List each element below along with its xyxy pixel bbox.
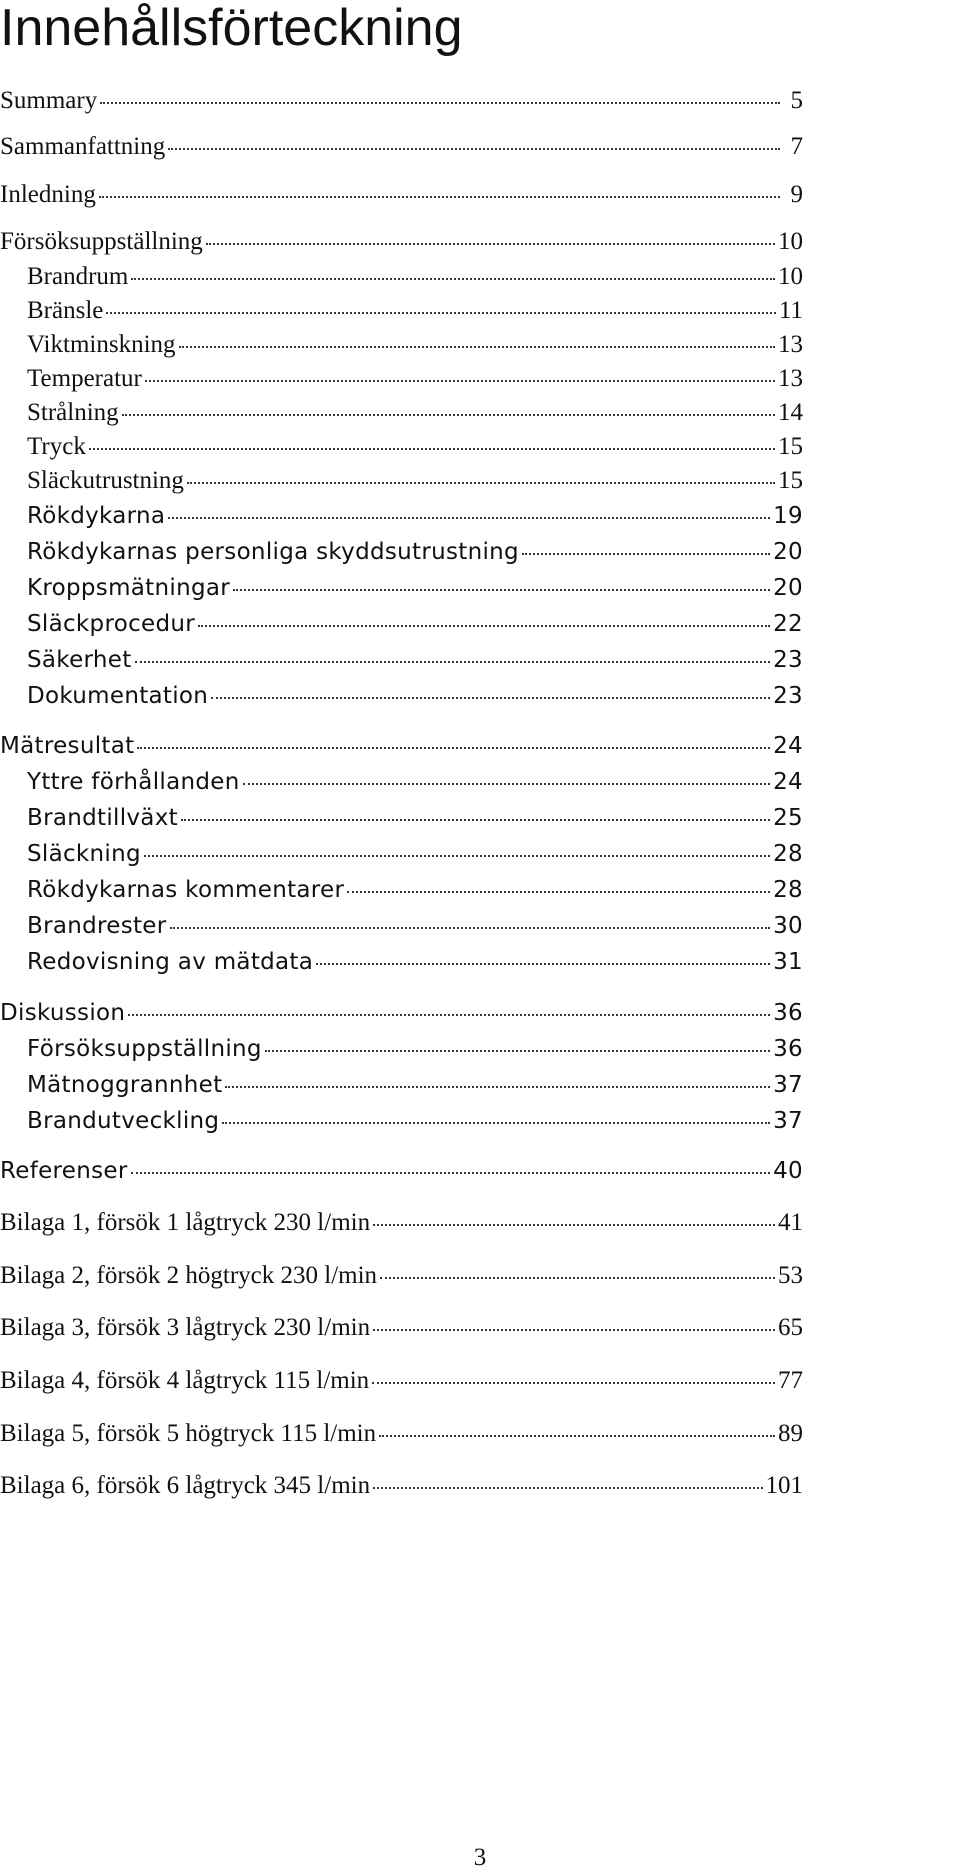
dot-leader	[179, 345, 775, 348]
toc-entry-label: Bilaga 6, försök 6 lågtryck 345 l/min	[0, 1472, 371, 1499]
dot-leader	[144, 854, 770, 857]
toc-entry-label: Bilaga 5, försök 5 högtryck 115 l/min	[0, 1420, 377, 1447]
dot-leader	[168, 147, 780, 150]
toc-entry[interactable]	[0, 729, 803, 763]
toc-entry-label: Bilaga 1, försök 1 lågtryck 230 l/min	[0, 1209, 371, 1236]
toc-entry[interactable]	[27, 396, 803, 430]
toc-entry-label: Kroppsmätningar	[27, 575, 230, 601]
dot-leader	[233, 588, 770, 591]
toc-entry-page: 40	[773, 1158, 803, 1184]
toc-entry-label: Brandrum	[27, 263, 129, 290]
toc-entry-page: 101	[765, 1472, 803, 1499]
toc-entry-page: 5	[790, 87, 803, 114]
toc-entry-label: Strålning	[27, 399, 119, 426]
toc-entry-label: Rökdykarnas personliga skyddsutrustning	[27, 539, 519, 565]
toc-entry-page: 28	[773, 841, 803, 867]
toc-entry[interactable]	[0, 1364, 803, 1398]
dot-leader	[99, 195, 780, 198]
dot-leader	[206, 242, 775, 245]
toc-entry[interactable]	[27, 464, 803, 498]
toc-entry-page: 53	[778, 1262, 803, 1289]
toc-entry[interactable]	[27, 643, 803, 677]
dot-leader	[89, 447, 775, 450]
dot-leader	[265, 1049, 770, 1052]
toc-entry-page: 28	[773, 877, 803, 903]
dot-leader	[379, 1434, 775, 1437]
toc-entry-page: 36	[773, 1000, 803, 1026]
dot-leader	[145, 379, 775, 382]
toc-entry-page: 11	[778, 297, 803, 324]
dot-leader	[187, 481, 775, 484]
toc-entry-page: 19	[773, 503, 803, 529]
dot-leader	[522, 552, 770, 555]
toc-entry-page: 23	[773, 647, 803, 673]
toc-entry[interactable]	[0, 225, 803, 259]
dot-leader	[181, 818, 770, 821]
dot-leader	[373, 1223, 775, 1226]
toc-entry-label: Släckprocedur	[27, 611, 195, 637]
toc-entry[interactable]	[27, 362, 803, 396]
toc-entry-page: 41	[778, 1209, 803, 1236]
toc-entry-label: Inledning	[0, 181, 96, 208]
dot-leader	[211, 696, 770, 699]
dot-leader	[225, 1085, 770, 1088]
toc-entry[interactable]	[27, 607, 803, 641]
toc-entry-label: Bilaga 3, försök 3 lågtryck 230 l/min	[0, 1314, 371, 1341]
toc-entry[interactable]	[27, 765, 803, 799]
dot-leader	[243, 782, 771, 785]
toc-entry-label: Mätnoggrannhet	[27, 1072, 223, 1098]
toc-entry-label: Rökdykarnas kommentarer	[27, 877, 345, 903]
page-number: 3	[473, 1844, 487, 1871]
toc-entry-page: 65	[778, 1314, 803, 1341]
toc-entry-label: Dokumentation	[27, 683, 209, 709]
toc-entry-label: Brandrester	[27, 913, 167, 939]
toc-entry[interactable]	[0, 178, 803, 212]
toc-entry-label: Säkerhet	[27, 647, 132, 673]
dot-leader	[100, 101, 780, 104]
toc-entry-page: 36	[773, 1036, 803, 1062]
toc-entry-page: 25	[773, 805, 803, 831]
toc-entry[interactable]	[27, 571, 803, 605]
toc-entry[interactable]	[0, 1311, 803, 1345]
dot-leader	[380, 1276, 775, 1279]
toc-entry-label: Släckning	[27, 841, 141, 867]
toc-entry[interactable]	[27, 1032, 803, 1066]
toc-entry-label: Redovisning av mätdata	[27, 949, 314, 975]
toc-entry-page: 20	[773, 539, 803, 565]
toc-entry[interactable]	[0, 1469, 803, 1503]
toc-entry-page: 15	[778, 433, 803, 460]
toc-entry-label: Summary	[0, 87, 98, 114]
dot-leader	[347, 890, 770, 893]
toc-entry-page: 13	[778, 365, 803, 392]
dot-leader	[222, 1121, 770, 1124]
toc-entry-page: 37	[773, 1072, 803, 1098]
dot-leader	[373, 1328, 775, 1331]
toc-entry-page: 14	[778, 399, 803, 426]
toc-entry-page: 22	[773, 611, 803, 637]
toc-entry-page: 23	[773, 683, 803, 709]
toc-entry-page: 31	[773, 949, 803, 975]
toc-entry-label: Rökdykarna	[27, 503, 166, 529]
toc-entry[interactable]	[27, 801, 803, 835]
toc-entry[interactable]	[0, 996, 803, 1030]
dot-leader	[373, 1486, 762, 1489]
toc-entry-label: Försöksuppställning	[0, 228, 203, 255]
toc-entry-label: Släckutrustning	[27, 467, 184, 494]
toc-entry-label: Brandtillväxt	[27, 805, 178, 831]
toc-entry-label: Temperatur	[27, 365, 142, 392]
toc-entry-label: Brandutveckling	[27, 1108, 220, 1134]
toc-entry[interactable]	[0, 130, 803, 164]
dot-leader	[128, 1013, 770, 1016]
toc-entry-page: 77	[778, 1367, 803, 1394]
dot-leader	[131, 1171, 771, 1174]
toc-entry[interactable]	[27, 430, 803, 464]
toc-entry-page: 37	[773, 1108, 803, 1134]
dot-leader	[131, 277, 775, 280]
page-title: Innehållsförteckning	[0, 0, 463, 57]
dot-leader	[170, 926, 771, 929]
toc-entry[interactable]	[27, 837, 803, 871]
toc-entry-page: 10	[778, 228, 803, 255]
toc-entry-label: Viktminskning	[27, 331, 176, 358]
toc-entry-label: Mätresultat	[0, 733, 135, 759]
toc-entry[interactable]	[27, 679, 803, 713]
toc-entry-label: Bilaga 4, försök 4 lågtryck 115 l/min	[0, 1367, 370, 1394]
toc-entry-label: Yttre förhållanden	[27, 769, 240, 795]
toc-entry[interactable]	[27, 260, 803, 294]
toc-entry-page: 24	[773, 733, 803, 759]
toc-entry-page: 20	[773, 575, 803, 601]
toc-entry[interactable]	[27, 294, 803, 328]
dot-leader	[106, 311, 776, 314]
toc-entry-page: 7	[790, 133, 803, 160]
toc-entry[interactable]	[0, 1206, 803, 1240]
toc-entry[interactable]	[27, 909, 803, 943]
toc-entry-page: 89	[778, 1420, 803, 1447]
toc-entry[interactable]	[27, 1068, 803, 1102]
toc-entry-page: 24	[773, 769, 803, 795]
toc-entry-page: 30	[773, 913, 803, 939]
toc-entry-label: Sammanfattning	[0, 133, 166, 160]
toc-entry-page: 9	[790, 181, 803, 208]
toc-entry[interactable]	[27, 328, 803, 362]
dot-leader	[122, 413, 775, 416]
toc-entry-page: 13	[778, 331, 803, 358]
toc-entry[interactable]	[0, 84, 803, 118]
toc-entry-label: Bränsle	[27, 297, 104, 324]
toc-entry-label: Referenser	[0, 1158, 128, 1184]
toc-entry-label: Bilaga 2, försök 2 högtryck 230 l/min	[0, 1262, 378, 1289]
toc-entry[interactable]	[27, 873, 803, 907]
dot-leader	[137, 746, 770, 749]
toc-entry[interactable]	[0, 1154, 803, 1188]
toc-entry[interactable]	[0, 1259, 803, 1293]
toc-entry-page: 15	[778, 467, 803, 494]
toc-entry-label: Diskussion	[0, 1000, 126, 1026]
toc-entry-page: 10	[778, 263, 803, 290]
dot-leader	[372, 1381, 775, 1384]
dot-leader	[316, 962, 770, 965]
toc-entry[interactable]	[0, 1417, 803, 1451]
toc-entry[interactable]	[27, 1104, 803, 1138]
toc-entry[interactable]	[27, 945, 803, 979]
toc-entry[interactable]	[27, 499, 803, 533]
toc-entry[interactable]	[27, 535, 803, 569]
toc-entry-label: Försöksuppställning	[27, 1036, 262, 1062]
toc-entry-label: Tryck	[27, 433, 86, 460]
dot-leader	[168, 516, 770, 519]
dot-leader	[198, 624, 770, 627]
dot-leader	[135, 660, 771, 663]
